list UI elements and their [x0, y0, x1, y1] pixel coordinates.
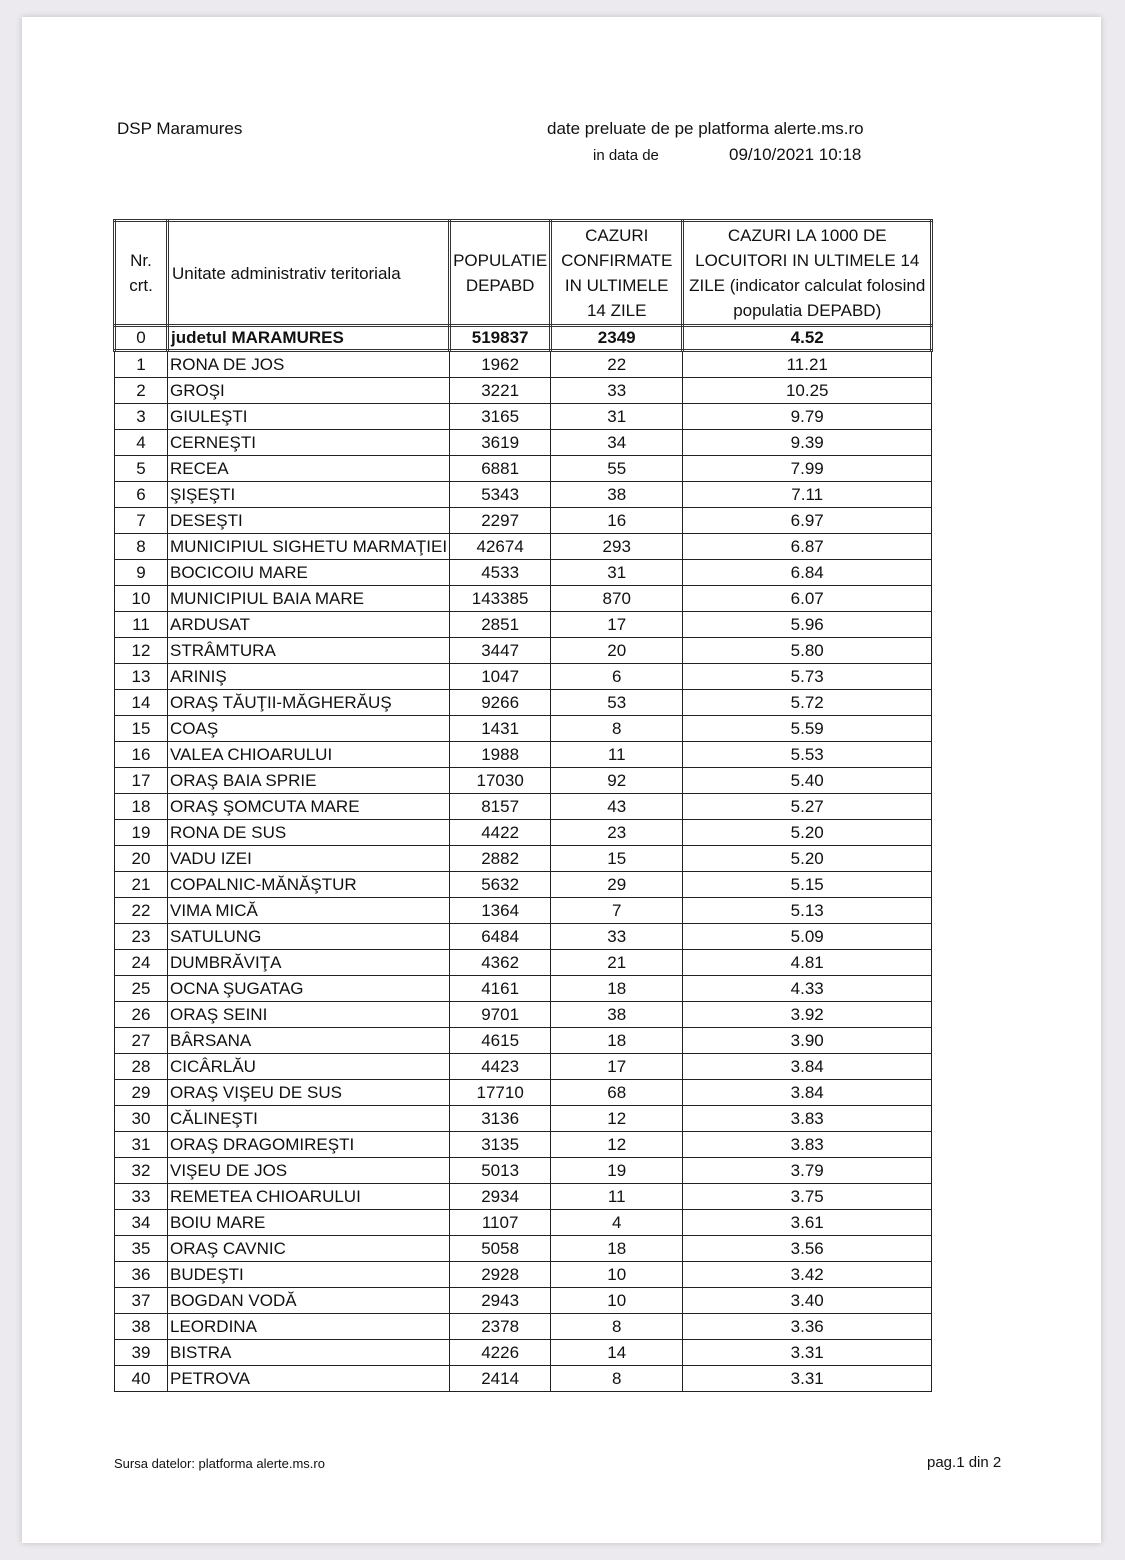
- total-row: [115, 326, 932, 351]
- cell-cases: 18: [551, 1236, 683, 1262]
- cell-name: VIMA MICĂ: [168, 898, 450, 924]
- cell-rate: 3.83: [683, 1132, 932, 1158]
- table-row: [115, 1366, 932, 1392]
- cell-name: RONA DE SUS: [168, 820, 450, 846]
- cell-cases: 11: [551, 1184, 683, 1210]
- table-row: [115, 1288, 932, 1314]
- cell-nr: 29: [115, 1080, 168, 1106]
- cell-name: DUMBRĂVIŢA: [168, 950, 450, 976]
- cell-population: 3447: [450, 638, 551, 664]
- cell-rate: 9.39: [683, 430, 932, 456]
- cell-rate: 11.21: [683, 351, 932, 378]
- cell-population: 2943: [450, 1288, 551, 1314]
- cell-name: BOIU MARE: [168, 1210, 450, 1236]
- cell-cases: 31: [551, 404, 683, 430]
- cell-cases: 29: [551, 872, 683, 898]
- cell-rate: 5.53: [683, 742, 932, 768]
- cell-name: ORAŞ VIŞEU DE SUS: [168, 1080, 450, 1106]
- cell-rate: 5.09: [683, 924, 932, 950]
- cell-population: 1962: [450, 351, 551, 378]
- cell-rate: 3.40: [683, 1288, 932, 1314]
- cell-population: 2882: [450, 846, 551, 872]
- table-row: [115, 1340, 932, 1366]
- cell-nr: 25: [115, 976, 168, 1002]
- footer-source: Sursa datelor: platforma alerte.ms.ro: [114, 1456, 325, 1471]
- cell-cases: 10: [551, 1262, 683, 1288]
- cell-name: ARINIŞ: [168, 664, 450, 690]
- cell-population: 2928: [450, 1262, 551, 1288]
- table-row: [115, 1158, 932, 1184]
- cell-cases: 17: [551, 1054, 683, 1080]
- cell-name: VALEA CHIOARULUI: [168, 742, 450, 768]
- cell-name: ARDUSAT: [168, 612, 450, 638]
- cell-nr: 34: [115, 1210, 168, 1236]
- cell-nr: 35: [115, 1236, 168, 1262]
- cell-cases: 8: [551, 1366, 683, 1392]
- table-row: [115, 482, 932, 508]
- cell-name: DESEŞTI: [168, 508, 450, 534]
- column-header-cases: CAZURI CONFIRMATE IN ULTIMELE 14 ZILE: [551, 221, 683, 326]
- table-row: [115, 560, 932, 586]
- cell-nr: 8: [115, 534, 168, 560]
- cell-rate: 6.87: [683, 534, 932, 560]
- cell-nr: 12: [115, 638, 168, 664]
- cell-rate: 3.83: [683, 1106, 932, 1132]
- table-row: [115, 1106, 932, 1132]
- cell-cases: 92: [551, 768, 683, 794]
- cell-name: RONA DE JOS: [168, 351, 450, 378]
- cell-population: 5343: [450, 482, 551, 508]
- cell-population: 1431: [450, 716, 551, 742]
- table-row: [115, 898, 932, 924]
- cell-rate: 4.33: [683, 976, 932, 1002]
- cell-nr: 4: [115, 430, 168, 456]
- cell-population: 6881: [450, 456, 551, 482]
- cell-name: ORAŞ SEINI: [168, 1002, 450, 1028]
- cell-name: BOGDAN VODĂ: [168, 1288, 450, 1314]
- cell-name: SATULUNG: [168, 924, 450, 950]
- cell-population: 519837: [450, 326, 551, 351]
- table-row: [115, 378, 932, 404]
- cell-cases: 19: [551, 1158, 683, 1184]
- cell-cases: 2349: [551, 326, 683, 351]
- cell-cases: 870: [551, 586, 683, 612]
- cell-cases: 8: [551, 1314, 683, 1340]
- cell-name: LEORDINA: [168, 1314, 450, 1340]
- cell-cases: 34: [551, 430, 683, 456]
- cell-nr: 28: [115, 1054, 168, 1080]
- cell-nr: 23: [115, 924, 168, 950]
- table-header-row: [115, 221, 932, 326]
- cell-name: OCNA ŞUGATAG: [168, 976, 450, 1002]
- table-row: [115, 1184, 932, 1210]
- cell-cases: 53: [551, 690, 683, 716]
- cell-name: GROŞI: [168, 378, 450, 404]
- cell-population: 4422: [450, 820, 551, 846]
- cell-nr: 21: [115, 872, 168, 898]
- cell-population: 143385: [450, 586, 551, 612]
- cell-population: 1364: [450, 898, 551, 924]
- cell-nr: 9: [115, 560, 168, 586]
- table-row: [115, 534, 932, 560]
- table-row: [115, 351, 932, 378]
- cell-cases: 18: [551, 976, 683, 1002]
- cell-cases: 7: [551, 898, 683, 924]
- cell-nr: 10: [115, 586, 168, 612]
- cell-cases: 55: [551, 456, 683, 482]
- cell-nr: 39: [115, 1340, 168, 1366]
- table-row: [115, 690, 932, 716]
- cell-nr: 16: [115, 742, 168, 768]
- table-row: [115, 976, 932, 1002]
- cell-rate: 3.36: [683, 1314, 932, 1340]
- table-row: [115, 716, 932, 742]
- cell-rate: 5.40: [683, 768, 932, 794]
- cell-nr: 30: [115, 1106, 168, 1132]
- cell-name: CERNEŞTI: [168, 430, 450, 456]
- cell-name: ORAŞ DRAGOMIREŞTI: [168, 1132, 450, 1158]
- column-header-nr: Nr. crt.: [115, 221, 168, 326]
- cell-cases: 23: [551, 820, 683, 846]
- cell-population: 2414: [450, 1366, 551, 1392]
- cell-population: 3165: [450, 404, 551, 430]
- cell-cases: 8: [551, 716, 683, 742]
- source-line: date preluate de pe platforma alerte.ms.ro: [547, 119, 864, 138]
- cell-nr: 15: [115, 716, 168, 742]
- cell-nr: 22: [115, 898, 168, 924]
- table-row: [115, 1314, 932, 1340]
- cell-population: 5058: [450, 1236, 551, 1262]
- cell-population: 3136: [450, 1106, 551, 1132]
- column-header-rate: CAZURI LA 1000 DE LOCUITORI IN ULTIMELE 14 ZILE (indicator calculat folosind populatia DEPABD): [683, 221, 932, 326]
- table-row: [115, 638, 932, 664]
- cell-population: 42674: [450, 534, 551, 560]
- cell-name: ORAŞ TĂUŢII-MĂGHERĂUŞ: [168, 690, 450, 716]
- cell-population: 4615: [450, 1028, 551, 1054]
- cell-cases: 16: [551, 508, 683, 534]
- cell-cases: 17: [551, 612, 683, 638]
- table-row: [115, 430, 932, 456]
- cell-name: VADU IZEI: [168, 846, 450, 872]
- cell-cases: 11: [551, 742, 683, 768]
- table-row: [115, 508, 932, 534]
- cell-nr: 14: [115, 690, 168, 716]
- table-row: [115, 794, 932, 820]
- cell-rate: 6.84: [683, 560, 932, 586]
- cell-name: ORAŞ CAVNIC: [168, 1236, 450, 1262]
- cell-cases: 15: [551, 846, 683, 872]
- cell-nr: 3: [115, 404, 168, 430]
- table-row: [115, 924, 932, 950]
- cell-nr: 11: [115, 612, 168, 638]
- cell-rate: 3.84: [683, 1080, 932, 1106]
- cell-population: 4533: [450, 560, 551, 586]
- cell-name: RECEA: [168, 456, 450, 482]
- cell-nr: 1: [115, 351, 168, 378]
- cell-rate: 5.20: [683, 820, 932, 846]
- date-label: in data de: [593, 147, 659, 164]
- cell-nr: 19: [115, 820, 168, 846]
- cell-population: 9701: [450, 1002, 551, 1028]
- cell-cases: 6: [551, 664, 683, 690]
- cell-rate: 5.27: [683, 794, 932, 820]
- cell-rate: 3.90: [683, 1028, 932, 1054]
- cell-population: 17710: [450, 1080, 551, 1106]
- cell-nr: 38: [115, 1314, 168, 1340]
- cell-name: ORAŞ ŞOMCUTA MARE: [168, 794, 450, 820]
- table-row: [115, 1262, 932, 1288]
- table-row: [115, 950, 932, 976]
- cell-rate: 10.25: [683, 378, 932, 404]
- cell-population: 1988: [450, 742, 551, 768]
- cell-rate: 3.84: [683, 1054, 932, 1080]
- cell-name: PETROVA: [168, 1366, 450, 1392]
- cell-cases: 38: [551, 1002, 683, 1028]
- cell-population: 3221: [450, 378, 551, 404]
- cell-population: 2297: [450, 508, 551, 534]
- cell-nr: 7: [115, 508, 168, 534]
- table-row: [115, 1054, 932, 1080]
- cell-rate: 5.20: [683, 846, 932, 872]
- cell-name: ŞIŞEŞTI: [168, 482, 450, 508]
- cell-population: 1107: [450, 1210, 551, 1236]
- cell-cases: 33: [551, 924, 683, 950]
- table-row: [115, 586, 932, 612]
- cell-rate: 5.15: [683, 872, 932, 898]
- cell-rate: 3.79: [683, 1158, 932, 1184]
- cell-rate: 3.92: [683, 1002, 932, 1028]
- cell-nr: 32: [115, 1158, 168, 1184]
- cell-rate: 3.56: [683, 1236, 932, 1262]
- cell-population: 3135: [450, 1132, 551, 1158]
- cell-rate: 3.42: [683, 1262, 932, 1288]
- cell-cases: 20: [551, 638, 683, 664]
- table-row: [115, 1002, 932, 1028]
- cell-cases: 14: [551, 1340, 683, 1366]
- cell-population: 2378: [450, 1314, 551, 1340]
- cell-rate: 3.61: [683, 1210, 932, 1236]
- cell-name: BUDEŞTI: [168, 1262, 450, 1288]
- cell-nr: 5: [115, 456, 168, 482]
- cell-cases: 12: [551, 1132, 683, 1158]
- table-row: [115, 1236, 932, 1262]
- cell-nr: 37: [115, 1288, 168, 1314]
- cell-rate: 5.59: [683, 716, 932, 742]
- table-row: [115, 612, 932, 638]
- cell-population: 4161: [450, 976, 551, 1002]
- cell-name: COPALNIC-MĂNĂŞTUR: [168, 872, 450, 898]
- cell-rate: 5.80: [683, 638, 932, 664]
- cell-population: 1047: [450, 664, 551, 690]
- table-row: [115, 1210, 932, 1236]
- cell-name: judetul MARAMURES: [168, 326, 450, 351]
- cell-name: REMETEA CHIOARULUI: [168, 1184, 450, 1210]
- table-row: [115, 742, 932, 768]
- cell-cases: 22: [551, 351, 683, 378]
- table-row: [115, 768, 932, 794]
- cell-rate: 6.97: [683, 508, 932, 534]
- cell-rate: 5.13: [683, 898, 932, 924]
- cell-population: 4362: [450, 950, 551, 976]
- cell-nr: 33: [115, 1184, 168, 1210]
- cell-name: GIULEŞTI: [168, 404, 450, 430]
- cell-nr: 36: [115, 1262, 168, 1288]
- cell-population: 6484: [450, 924, 551, 950]
- column-header-population: POPULATIE DEPABD: [450, 221, 551, 326]
- cell-rate: 3.75: [683, 1184, 932, 1210]
- cell-name: VIŞEU DE JOS: [168, 1158, 450, 1184]
- cell-rate: 5.72: [683, 690, 932, 716]
- table-row: [115, 456, 932, 482]
- organization-name: DSP Maramures: [117, 119, 243, 138]
- cell-cases: 43: [551, 794, 683, 820]
- cell-population: 8157: [450, 794, 551, 820]
- cell-nr: 2: [115, 378, 168, 404]
- cell-name: ORAŞ BAIA SPRIE: [168, 768, 450, 794]
- incidence-table: [113, 219, 933, 1392]
- table-row: [115, 664, 932, 690]
- column-header-unit: Unitate administrativ teritoriala: [168, 221, 450, 326]
- cell-nr: 26: [115, 1002, 168, 1028]
- cell-rate: 7.99: [683, 456, 932, 482]
- cell-rate: 4.81: [683, 950, 932, 976]
- document-page: [22, 17, 1101, 1543]
- cell-rate: 3.31: [683, 1340, 932, 1366]
- cell-population: 17030: [450, 768, 551, 794]
- cell-rate: 5.96: [683, 612, 932, 638]
- table-row: [115, 1028, 932, 1054]
- cell-nr: 13: [115, 664, 168, 690]
- cell-name: MUNICIPIUL BAIA MARE: [168, 586, 450, 612]
- cell-nr: 31: [115, 1132, 168, 1158]
- cell-nr: 24: [115, 950, 168, 976]
- cell-population: 2851: [450, 612, 551, 638]
- cell-population: 2934: [450, 1184, 551, 1210]
- cell-population: 9266: [450, 690, 551, 716]
- cell-name: BOCICOIU MARE: [168, 560, 450, 586]
- cell-cases: 12: [551, 1106, 683, 1132]
- cell-cases: 68: [551, 1080, 683, 1106]
- cell-population: 4226: [450, 1340, 551, 1366]
- cell-rate: 5.73: [683, 664, 932, 690]
- cell-population: 4423: [450, 1054, 551, 1080]
- cell-name: COAŞ: [168, 716, 450, 742]
- table-row: [115, 1132, 932, 1158]
- table-row: [115, 846, 932, 872]
- cell-name: CĂLINEŞTI: [168, 1106, 450, 1132]
- cell-population: 5632: [450, 872, 551, 898]
- date-value: 09/10/2021 10:18: [729, 145, 862, 164]
- cell-rate: 7.11: [683, 482, 932, 508]
- table-row: [115, 1080, 932, 1106]
- cell-nr: 0: [115, 326, 168, 351]
- cell-population: 3619: [450, 430, 551, 456]
- cell-name: MUNICIPIUL SIGHETU MARMAŢIEI: [168, 534, 450, 560]
- table-row: [115, 872, 932, 898]
- cell-nr: 17: [115, 768, 168, 794]
- cell-rate: 3.31: [683, 1366, 932, 1392]
- cell-rate: 9.79: [683, 404, 932, 430]
- cell-cases: 10: [551, 1288, 683, 1314]
- cell-nr: 40: [115, 1366, 168, 1392]
- cell-rate: 4.52: [683, 326, 932, 351]
- cell-cases: 31: [551, 560, 683, 586]
- cell-name: STRÂMTURA: [168, 638, 450, 664]
- cell-name: CICÂRLĂU: [168, 1054, 450, 1080]
- cell-nr: 6: [115, 482, 168, 508]
- page-number: pag.1 din 2: [927, 1454, 1002, 1471]
- cell-cases: 18: [551, 1028, 683, 1054]
- cell-cases: 33: [551, 378, 683, 404]
- cell-cases: 21: [551, 950, 683, 976]
- cell-nr: 20: [115, 846, 168, 872]
- cell-cases: 4: [551, 1210, 683, 1236]
- cell-name: BÂRSANA: [168, 1028, 450, 1054]
- cell-name: BISTRA: [168, 1340, 450, 1366]
- cell-rate: 6.07: [683, 586, 932, 612]
- cell-cases: 293: [551, 534, 683, 560]
- cell-nr: 27: [115, 1028, 168, 1054]
- table-row: [115, 820, 932, 846]
- cell-cases: 38: [551, 482, 683, 508]
- cell-population: 5013: [450, 1158, 551, 1184]
- table-row: [115, 404, 932, 430]
- cell-nr: 18: [115, 794, 168, 820]
